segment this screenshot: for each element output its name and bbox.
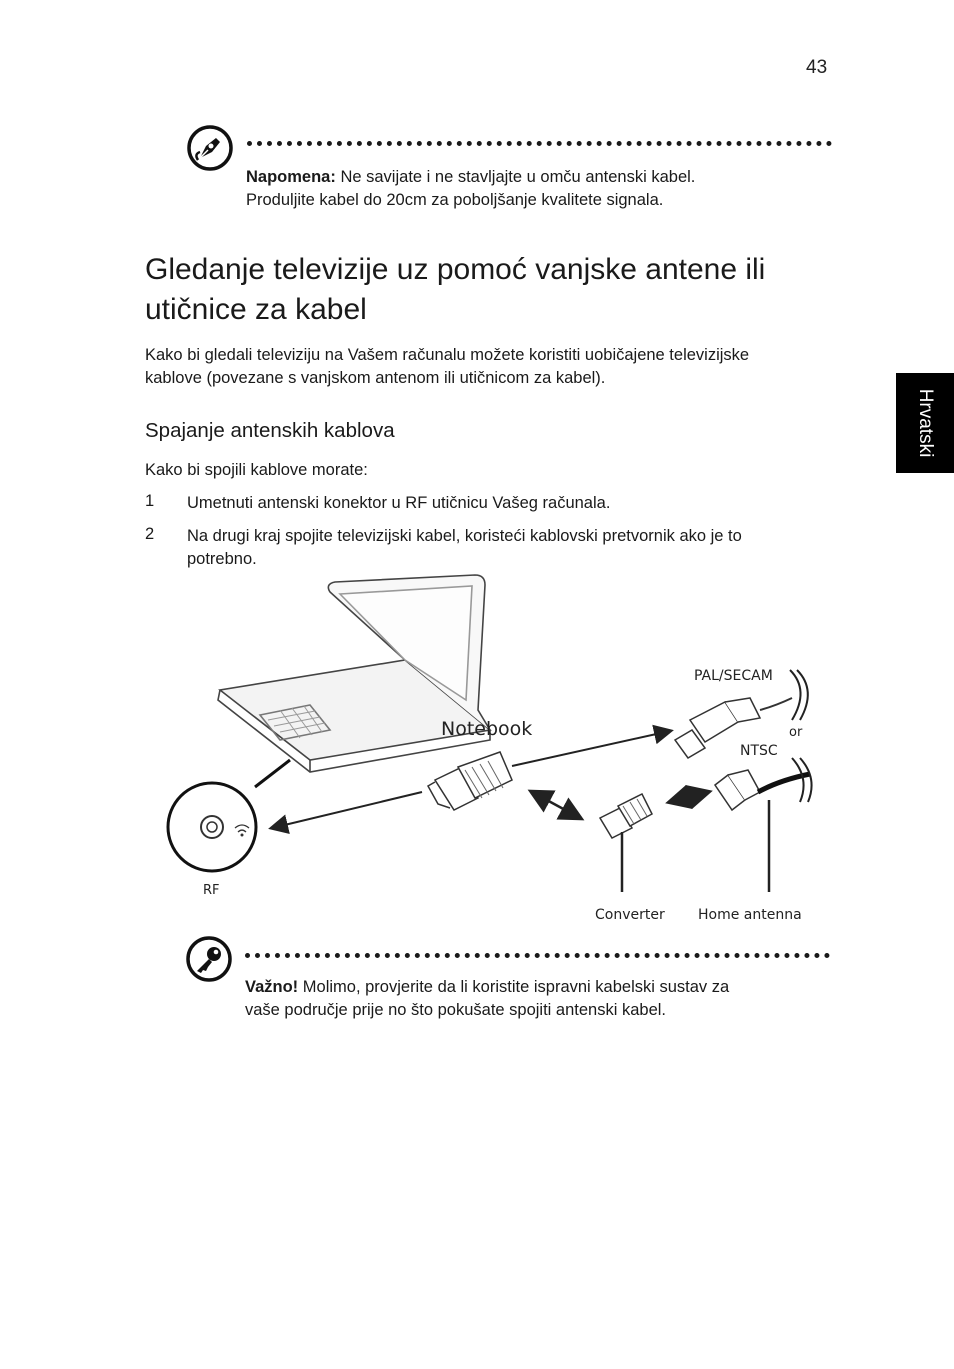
converter-label: Converter (595, 907, 665, 923)
subheading: Spajanje antenskih kablova (145, 419, 395, 442)
step-2-line-2: potrebno. (187, 550, 257, 568)
intro-paragraph (145, 344, 845, 390)
language-tab-label: Hrvatski (915, 388, 936, 458)
intro-line-2: kablove (povezane s vanjskom antenom ili utičnicom za kabel). (145, 369, 606, 387)
important-line-2: vaše područje prije no što pokušate spojiti antenski kabel. (245, 1001, 666, 1019)
note-pen-icon (186, 124, 234, 172)
step-1-text (187, 492, 837, 515)
step-1-number: 1 (145, 492, 155, 510)
section-heading (145, 250, 845, 330)
step-2-line-1: Na drugi kraj spojite televizijski kabel, koristeći kablovski pretvornik ako je to (187, 527, 742, 545)
home-antenna-label: Home antenna (698, 907, 802, 923)
ntsc-label: NTSC (740, 743, 778, 759)
language-tab (896, 373, 954, 473)
step-2-text (187, 525, 837, 571)
intro-line-1: Kako bi gledali televiziju na Vašem računalu možete koristiti uobičajene televizijske (145, 346, 750, 364)
notebook-illustration (218, 575, 490, 772)
pal-secam-label: PAL/SECAM (694, 668, 773, 684)
antenna-connector-illustration (428, 752, 512, 810)
important-divider (245, 953, 830, 958)
note-label: Napomena: (246, 168, 336, 186)
important-key-icon (185, 935, 233, 983)
important-label: Važno! (245, 978, 299, 996)
converter-illustration (600, 794, 652, 838)
note-divider (247, 141, 832, 146)
notebook-label: Notebook (441, 718, 533, 740)
section-heading-line-1: Gledanje televizije uz pomoć vanjske antene ili (145, 253, 766, 286)
step-1-line-1: Umetnuti antenski konektor u RF utičnicu Vašeg računala. (187, 494, 611, 512)
important-line-1: Molimo, provjerite da li koristite ispravni kabelski sustav za (302, 978, 730, 996)
antenna-connection-diagram (160, 570, 820, 930)
note-line-1: Ne savijate i ne stavljajte u omču antenski kabel. (340, 168, 696, 186)
lead-text: Kako bi spojili kablove morate: (145, 461, 368, 479)
rf-label: RF (203, 883, 220, 898)
section-heading-line-2: utičnice za kabel (145, 293, 367, 326)
important-text (245, 976, 835, 1022)
or-label: or (789, 725, 803, 740)
note-line-2: Produljite kabel do 20cm za poboljšanje kvalitete signala. (246, 191, 664, 209)
note-text (246, 166, 836, 212)
ntsc-plug-illustration (715, 770, 760, 810)
step-2-number: 2 (145, 525, 155, 543)
rf-port-illustration (168, 760, 290, 871)
page-number: 43 (806, 57, 828, 78)
